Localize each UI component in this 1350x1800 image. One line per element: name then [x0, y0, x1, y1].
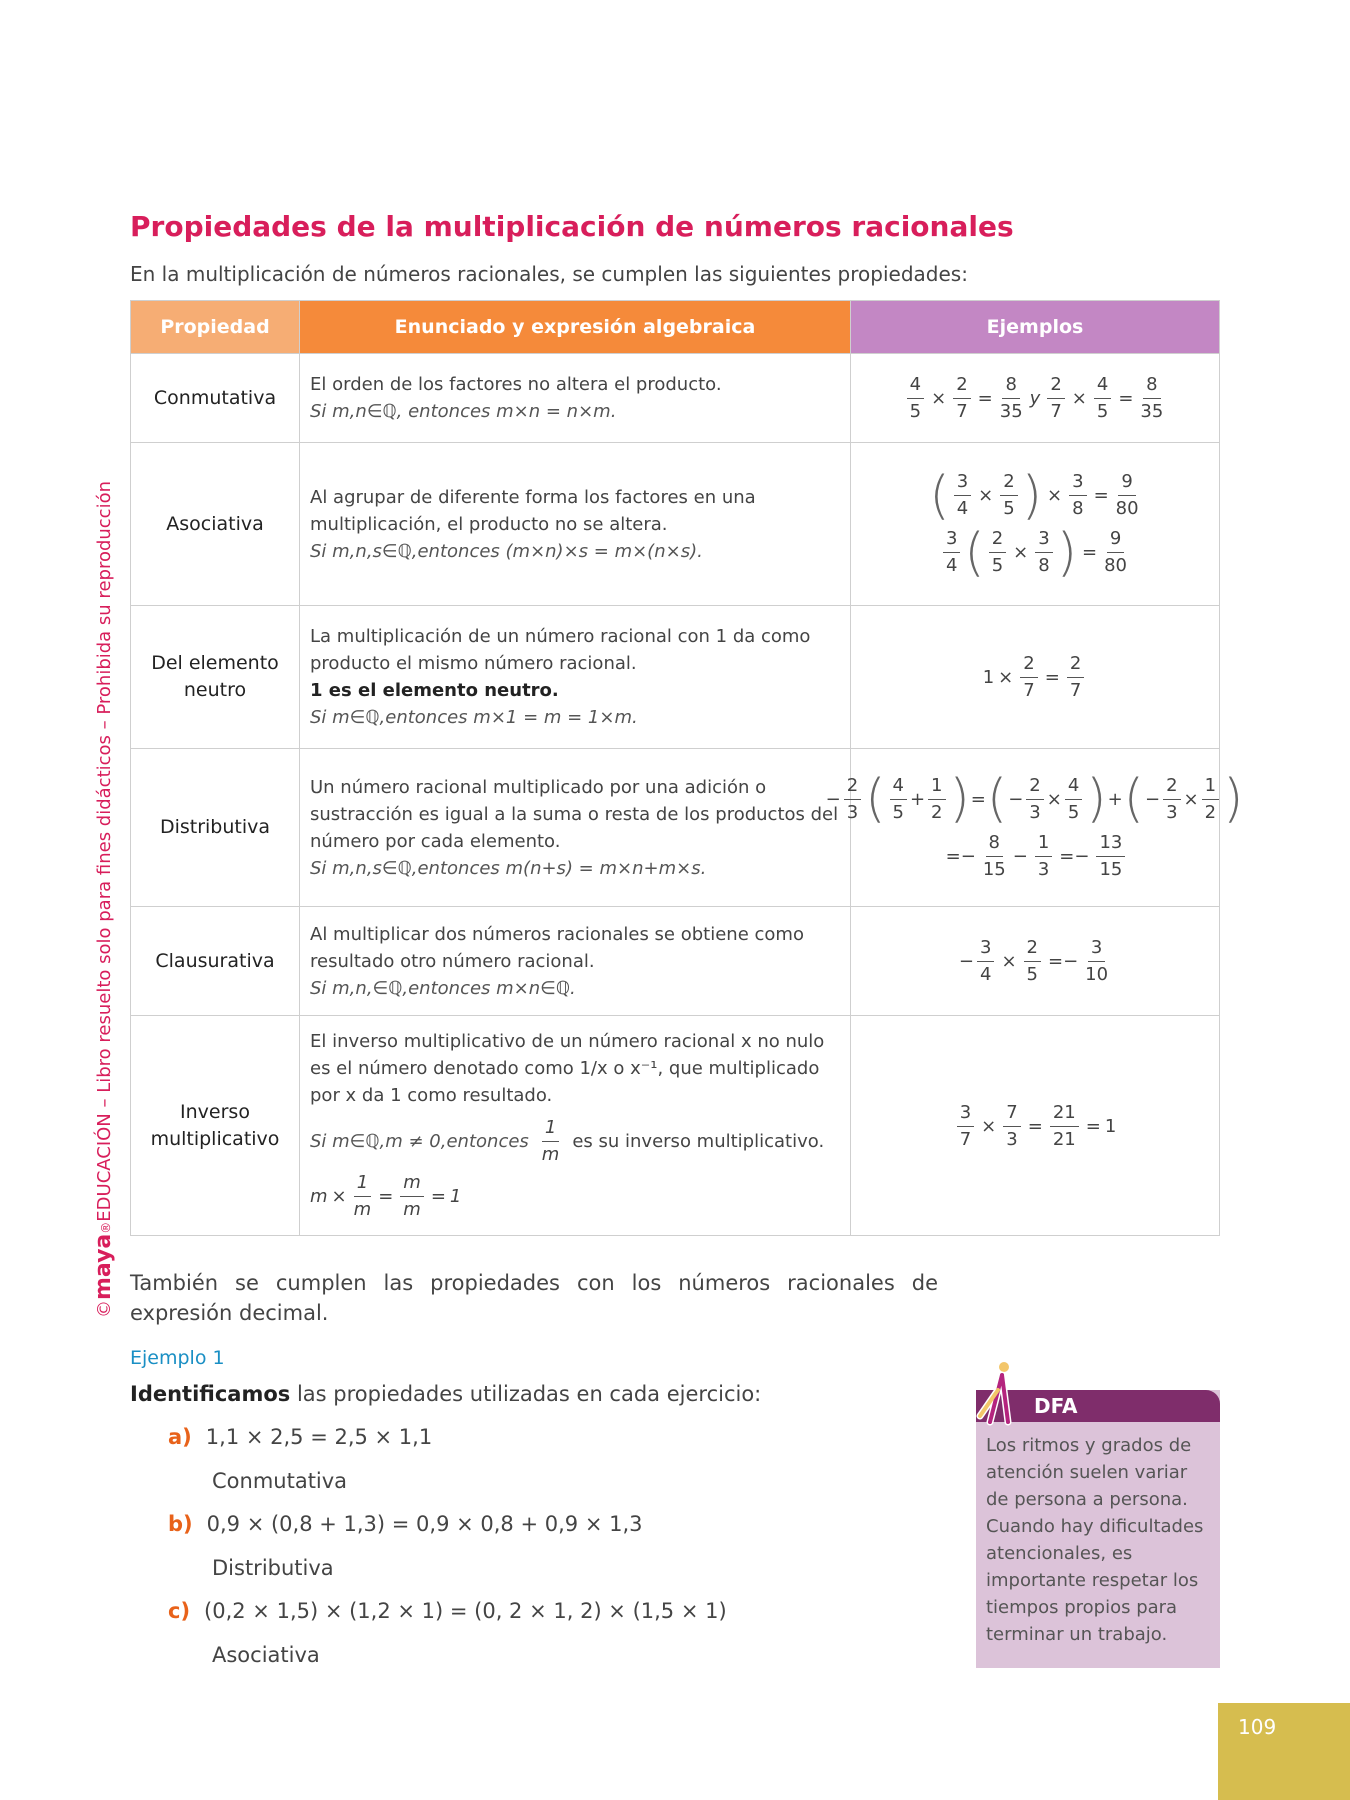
example-math: 3 4 ( $\frac{2}{5}$ × $\frac{3}{8}$ ) = $\frac{9}{80}$: [861, 526, 1209, 579]
table-row: [131, 443, 1220, 606]
property-statement: [300, 606, 851, 749]
statement-formula: Si m,n,s∈ℚ,entonces (m×n)×s = m×(n×s).: [310, 540, 703, 562]
property-example: [851, 606, 1220, 749]
statement-text: Al multiplicar dos números racionales se obtiene como resultado otro número racional.: [310, 923, 804, 972]
properties-table: [130, 300, 1244, 1236]
statement-formula-tail: es su inverso multiplicativo.: [572, 1131, 825, 1152]
exercise-answer: Conmutativa: [212, 1469, 348, 1493]
statement-formula: Si m,n,∈ℚ,entonces m×n∈ℚ.: [310, 977, 576, 999]
statement-text: El inverso multiplicativo de un número racional x no nulo es el número denotado como 1/x o x⁻¹, que multiplicado por x da 1 como resultado.: [310, 1031, 825, 1106]
property-statement: [300, 749, 851, 907]
table-header-row: [131, 301, 1220, 354]
property-statement: [300, 354, 851, 443]
property-example: [851, 443, 1220, 606]
dfa-body: Los ritmos y grados de atención suelen variar de persona a persona. Cuando hay dificultades atencionales, es importante respetar los tiempos propios para terminar un trabajo.: [986, 1435, 1204, 1645]
page-title: Propiedades de la multiplicación de números racionales: [130, 210, 1014, 243]
statement-text: La multiplicación de un número racional con 1 da como producto el mismo número racional.: [310, 626, 811, 674]
identificamos-bold: Identificamos: [130, 1382, 291, 1406]
exercise-label: a): [168, 1425, 192, 1449]
property-example: [851, 1016, 1220, 1236]
header-ejemplos: Ejemplos: [851, 301, 1220, 354]
exercise-expression: 1,1 × 2,5 = 2,5 × 1,1: [205, 1425, 433, 1449]
statement-formula: Si m,n∈ℚ, entonces m×n = n×m.: [310, 401, 617, 422]
exercise-answer: Distributiva: [212, 1556, 334, 1580]
statement-formula: Si m∈ℚ,entonces m×1 = m = 1×m.: [310, 707, 638, 728]
property-example: [851, 354, 1220, 443]
tambien-text: También se cumplen las propiedades con los números racionales de expresión decimal.: [130, 1271, 938, 1325]
property-name: Distributiva: [131, 749, 300, 907]
inverse-fraction: 1 m: [541, 1117, 560, 1165]
property-statement: [300, 443, 851, 606]
dfa-title: DFA: [976, 1390, 1220, 1422]
statement-bold: 1 es el elemento neutro.: [310, 680, 559, 701]
header-enunciado: Enunciado y expresión algebraica: [300, 301, 851, 354]
intro-text: En la multiplicación de números racionales, se cumplen las siguientes propiedades:: [130, 262, 968, 286]
sidebar-text: EDUCACIÓN – Libro resuelto solo para fines didácticos – Prohibida su reproducción: [94, 480, 115, 1222]
property-name: Inverso multiplicativo: [131, 1016, 300, 1236]
property-name: Del elemento neutro: [131, 606, 300, 749]
sidebar-copyright: [8, 0, 116, 1800]
exercise-item: [168, 1599, 727, 1623]
example-math: =− $\frac{8}{15}$ − $\frac{1}{3}$ =− $\frac{13}{15}$: [861, 830, 1209, 883]
copyright-symbol: ©: [94, 1300, 115, 1318]
page-number: 109: [1238, 1715, 1277, 1739]
statement-text: El orden de los factores no altera el producto.: [310, 374, 722, 395]
statement-formula: Si m∈ℚ,m ≠ 0,entonces: [310, 1131, 529, 1152]
exercise-expression: (0,2 × 1,5) × (1,2 × 1) = (0, 2 × 1, 2) × (1,5 × 1): [204, 1599, 727, 1623]
exercise-item: [168, 1425, 432, 1449]
exercise-answer: Asociativa: [212, 1643, 320, 1667]
table-row: [131, 907, 1220, 1016]
exercise-item: [168, 1512, 642, 1536]
statement-text: Al agrupar de diferente forma los factores en una multiplicación, el producto no se altera.: [310, 486, 756, 535]
header-propiedad: Propiedad: [131, 301, 300, 354]
dfa-person-icon: [968, 1358, 1024, 1428]
exercise-expression: 0,9 × (0,8 + 1,3) = 0,9 × 0,8 + 0,9 × 1,3: [206, 1512, 643, 1536]
page-number-box: [1218, 1703, 1350, 1800]
example-math: $\frac{4}{5}$ × $\frac{2}{7}$ = $\frac{8}{35}$ y $\frac{2}{7}$ × $\frac{4}{5}$ = $\frac{8}{35}$: [904, 372, 1167, 425]
exercise-label: c): [168, 1599, 191, 1623]
example-math: 1 × $\frac{2}{7}$ = $\frac{2}{7}$: [983, 651, 1088, 704]
property-example: [825, 749, 1244, 907]
svg-text:©maya®EDUCACIÓN – Libro resuel: [91, 481, 116, 1318]
example-math: − $\frac{2}{3}$ ( 4 5 + $\frac{1}{2}$ ) = ( − $\frac{2}{3}$ × $\frac{4}{5}$ ) + ( − $\frac{2}{3}$ × $\frac{1}{2}$ ): [825, 769, 1244, 829]
statement-formula: Si m,n,s∈ℚ,entonces m(n+s) = m×n+m×s.: [310, 857, 707, 879]
property-name: Conmutativa: [131, 354, 300, 443]
registered-symbol: ®: [99, 1221, 113, 1234]
identificamos-rest: las propiedades utilizadas en cada ejercicio:: [290, 1382, 762, 1406]
table-row: [131, 606, 1220, 749]
property-name: Clausurativa: [131, 907, 300, 1016]
ejemplo-label: Ejemplo 1: [130, 1347, 225, 1369]
example-math: − $\frac{3}{4}$ × $\frac{2}{5}$ =− $\frac{3}{10}$: [958, 936, 1109, 985]
property-example: [851, 907, 1220, 1016]
property-statement: [300, 1016, 851, 1236]
inverse-formula: m × $\frac{1}{m}$ = $\frac{m}{m}$ = 1: [310, 1172, 462, 1220]
example-math: ( $\frac{3}{4}$ × $\frac{2}{5}$ ) × $\frac{3}{8}$ = $\frac{9}{80}$: [929, 465, 1139, 526]
maya-logo: maya: [91, 1233, 116, 1300]
identificamos-text: [130, 1382, 761, 1406]
table-row: [131, 354, 1220, 443]
dfa-box: [976, 1390, 1220, 1668]
table-row: [131, 749, 1220, 907]
statement-text: Un número racional multiplicado por una adición o sustracción es igual a la suma o resta de los productos del número por cada elemento.: [310, 776, 839, 852]
property-statement: [300, 907, 851, 1016]
exercise-label: b): [168, 1512, 193, 1536]
property-name: Asociativa: [131, 443, 300, 606]
table-row: [131, 1016, 1220, 1236]
example-math: $\frac{3}{7}$ × $\frac{7}{3}$ = $\frac{21}{21}$ = 1: [954, 1100, 1117, 1153]
